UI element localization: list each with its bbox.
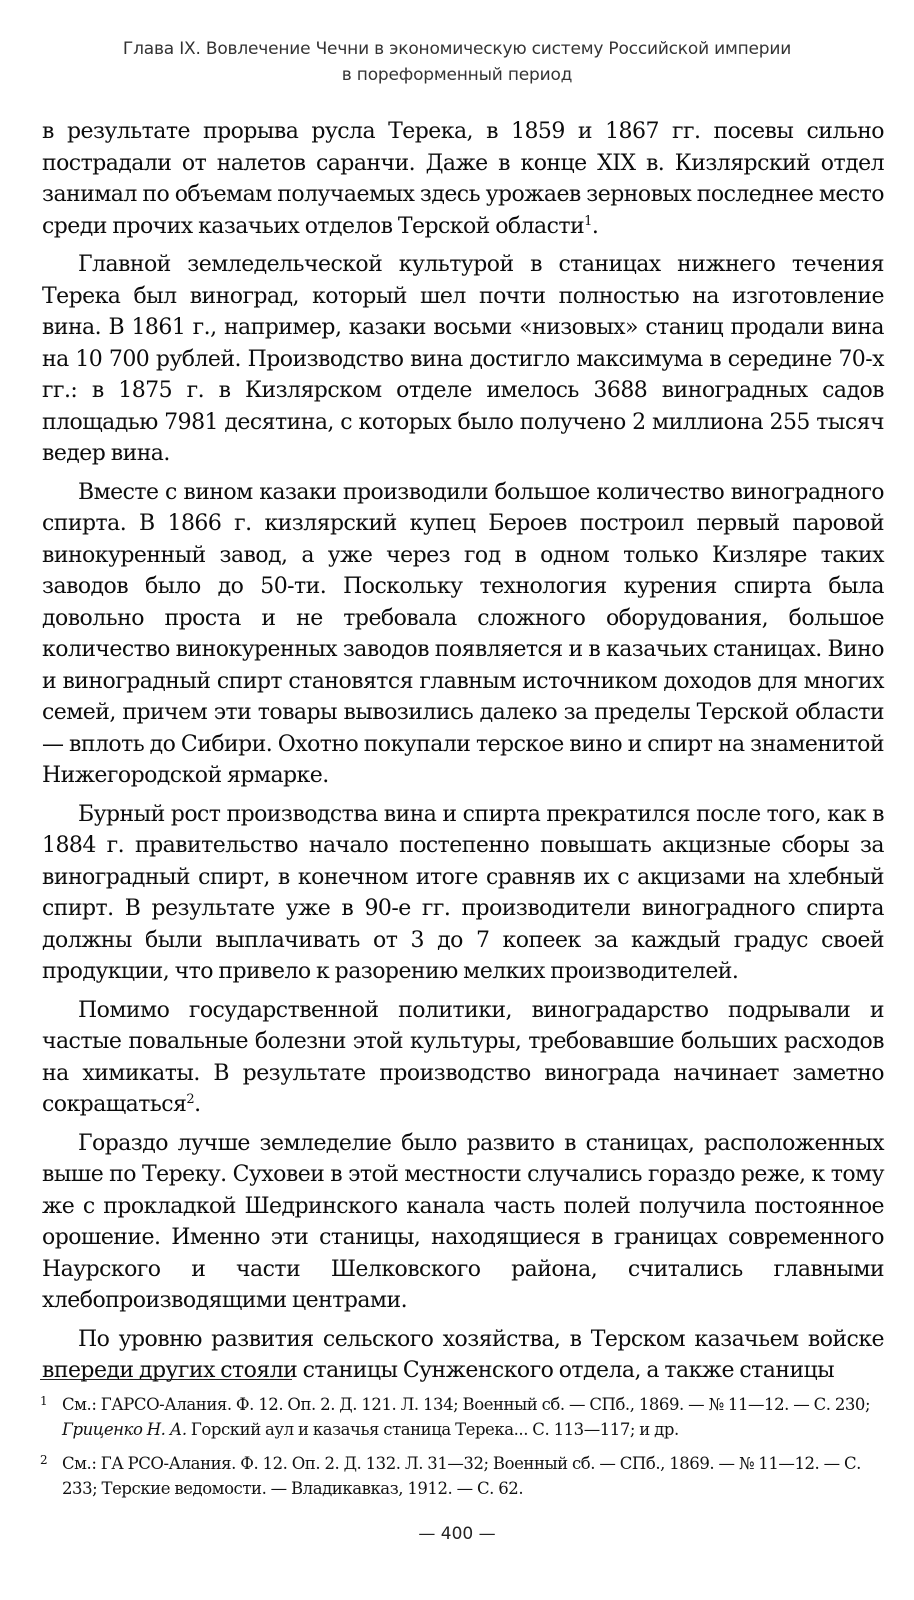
paragraph-text: Вместе с вином казаки производили большое количество виноградного спирта. В 1866 г. кизлярский купец Бероев построил первый паровой винокуренный завод, а уже через год в одном только Кизляре таких заводов было до 50-ти. Поскольку технология курения спирта была довольно проста и не требовала сложного оборудования, большое количество винокуренных заводов появляется и в казачьих станицах. Вино и виноградный спирт становятся главным источником доходов для многих семей, причем эти товары вывозились далеко за пределы Терской области — вплоть до Сибири. Охотно покупали терское вино и спирт на знаменитой Нижегородской ярмарке. [42,479,884,788]
footnote [40,1451,886,1501]
footnote-number: 2 [40,1453,48,1467]
running-header [40,36,874,88]
footnote-ref[interactable]: 2 [186,1092,195,1107]
paragraph-text: в результате прорыва русла Терека, в 1859 и 1867 гг. посевы сильно пострадали от налетов саранчи. Даже в конце XIX в. Кизлярский отдел занимал по объемам получаемых здесь урожаев зерновых последнее место среди прочих казачьих отделов Терской области [42,119,884,239]
footnote-divider [40,1379,292,1380]
paragraph-text: По уровню развития сельского хозяйства, в Терском казачьем войске впереди других стояли станицы Сунженского отдела, а также станицы [42,1326,884,1383]
footnote-ref[interactable]: 1 [584,213,592,229]
running-header-line-2: в пореформенный период [341,65,573,85]
paragraph [42,1324,884,1387]
running-header-line-1: Глава IX. Вовлечение Чечни в экономическую систему Российской империи [122,39,792,59]
paragraph [42,249,884,470]
main-text [42,116,884,1387]
paragraph-text: Помимо государственной политики, виноградарство подрывали и частые повальные болезни этой культуры, требовавшие больших расходов на химикаты. В результате производство винограда начинает заметно сокращаться [42,997,884,1117]
footnote-number: 1 [40,1394,48,1408]
footnote-author: Гриценко Н. А. [62,1420,187,1439]
footnote-text-cont: Горский аул и казачья станица Терека... С. 113—117; и др. [186,1420,679,1439]
paragraph: в результате прорыва русла Терека, в 1859 и 1867 гг. посевы сильно пострадали от налетов саранчи. Даже в конце XIX в. Кизлярский отдел занимал по объемам получаемых здесь урожаев зерновых последнее место среди прочих казачьих отделов Терской области$^1$. [42,119,884,239]
paragraph [42,1128,884,1317]
paragraph-text: Главной земледельческой культурой в станицах нижнего течения Терека был виноград, который шел почти полностью на изготовление вина. В 1861 г., например, казаки восьми «низовых» станиц продали вина на 10 700 рублей. Производство вина достигло максимума в середине 70-х гг.: в 1875 г. в Кизлярском отделе имелось 3688 виноградных садов площадью 7981 десятина, с которых было получено 2 миллиона 255 тысяч ведер вина. [42,252,884,466]
paragraph [42,799,884,988]
footnote [40,1392,886,1442]
paragraph [42,477,884,792]
footnote-text: См.: ГА РСО-Алания. Ф. 12. Оп. 2. Д. 132. Л. 31—32; Военный сб. — СПб., 1869. — № 11—12. — С. 233; Терские ведомости. — Владикавказ, 1912. — С. 62. [62,1454,861,1498]
footnotes [40,1392,886,1510]
paragraph-text: Гораздо лучше земледелие было развито в станицах, расположенных выше по Тереку. Суховеи в этой местности случались гораздо реже, к тому же с прокладкой Шедринского канала часть полей получила постоянное орошение. Именно эти станицы, находящиеся в границах современного Наурского и части Шелковского района, считались главными хлебопроизводящими центрами. [42,1130,884,1313]
paragraph: Помимо государственной политики, виноградарство подрывали и частые повальные болезни этой культуры, требовавшие больших расходов на химикаты. В результате производство винограда начинает заметно сокращаться$^2$. [42,997,884,1117]
footnote-text: См.: ГАРСО-Алания. Ф. 12. Оп. 2. Д. 121. Л. 134; Военный сб. — СПб., 1869. — № 11—12. — С. 230; [62,1395,871,1414]
paragraph-text: Бурный рост производства вина и спирта прекратился после того, как в 1884 г. правительство начало постепенно повышать акцизные сборы за виноградный спирт, в конечном итоге сравняв их с акцизами на хлебный спирт. В результате уже в 90-е гг. производители виноградного спирта должны были выплачивать от 3 до 7 копеек за каждый градус своей продукции, что привело к разорению мелких производителей. [42,801,884,984]
page-number: — 400 — [418,1524,496,1544]
